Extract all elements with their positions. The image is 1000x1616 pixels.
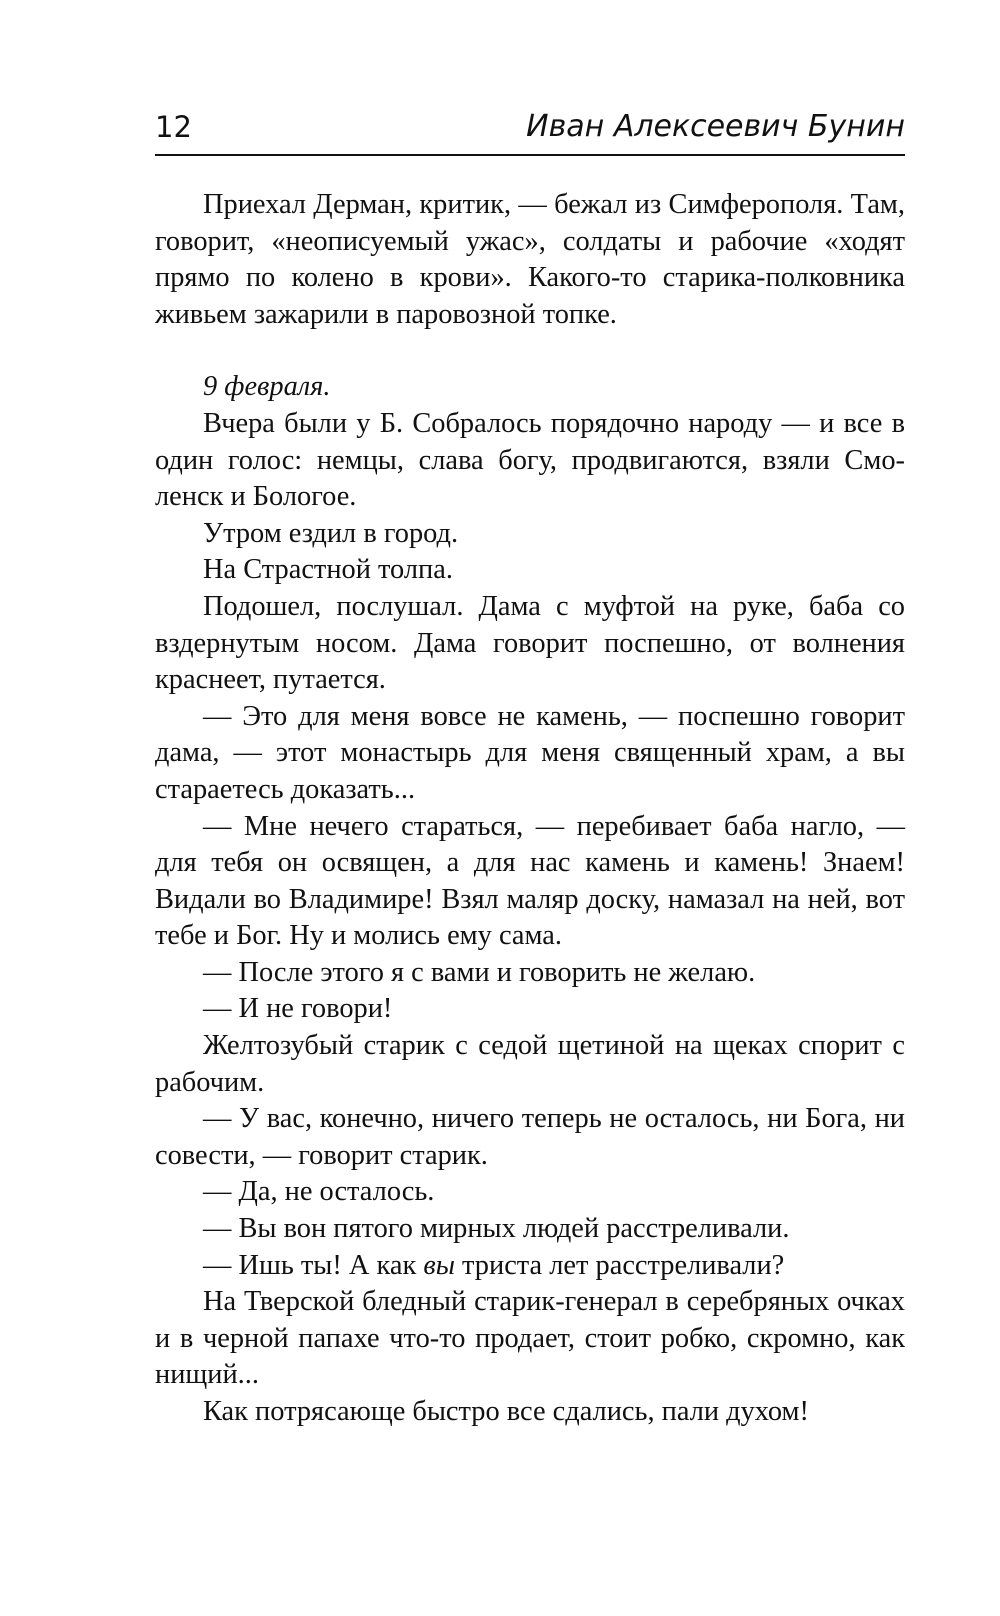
- emphasis-word: вы: [423, 1249, 455, 1281]
- dialogue-line: — Вы вон пятого мирных людей расстреливали.: [203, 1213, 790, 1245]
- dialogue-line: — После этого я с вами и говорить не желаю.: [203, 956, 756, 988]
- reply-text-before: — Ишь ты! А как: [203, 1249, 424, 1281]
- dialogue-line: — У вас, конечно, ничего теперь не осталось, ни Бога, ни совести, — говорит старик.: [155, 1103, 905, 1171]
- paragraph: Вчера были у Б. Собралось порядочно народу — и все в один голос: немцы, слава богу, продвигаются, взяли Смоленск и Бологое.: [155, 407, 905, 513]
- dialogue-line: [155, 1248, 905, 1285]
- date-heading: 9 февраля.: [203, 371, 331, 403]
- dialogue-line: — Мне нечего стараться, — перебивает баба нагло, — для тебя он освящен, а для нас камень и камень! Знаем! Видали во Владимире! Взял маляр доску, намазал на ней, вот тебе и Бог. Ну и молись ему сама.: [155, 810, 905, 952]
- reply-text-after: триста лет расстреливали?: [454, 1249, 785, 1281]
- paragraph: Как потрясающе быстро все сдались, пали духом!: [203, 1396, 809, 1427]
- dialogue-line: — Это для меня вовсе не камень, — поспешно говорит дама, — этот монастырь для меня священный храм, а вы стараетесь доказать...: [155, 700, 905, 805]
- paragraph: Подошел, послушал. Дама с муфтой на руке, баба со вздернутым носом. Дама говорит поспешно, от волнения краснеет, путается.: [155, 590, 905, 696]
- book-author: Иван Алексеевич Бунин: [526, 109, 905, 144]
- paragraph: На Страстной толпа.: [203, 554, 453, 586]
- paragraph: Желтозубый старик с седой щетиной на щеках спорит с рабочим.: [155, 1030, 905, 1098]
- page-number: 12: [155, 110, 192, 144]
- paragraph: Утром ездил в город.: [203, 517, 459, 549]
- dialogue-line: — Да, не осталось.: [203, 1176, 435, 1208]
- running-header: [155, 108, 905, 156]
- text-body: [155, 187, 905, 1431]
- paragraph: На Тверской бледный старик-генерал в серебряных очках и в черной папахе что-то продает, стоит робко, скромно, как нищий...: [155, 1286, 905, 1391]
- paragraph: Приехал Дерман, критик, — бежал из Симферополя. Там, говорит, «неописуемый ужас», солдаты и рабочие «ходят прямо по колено в крови». Какого-то старика-полковника живьем зажарили в паровозной топке.: [155, 189, 905, 330]
- dialogue-line: — И не говори!: [203, 993, 393, 1025]
